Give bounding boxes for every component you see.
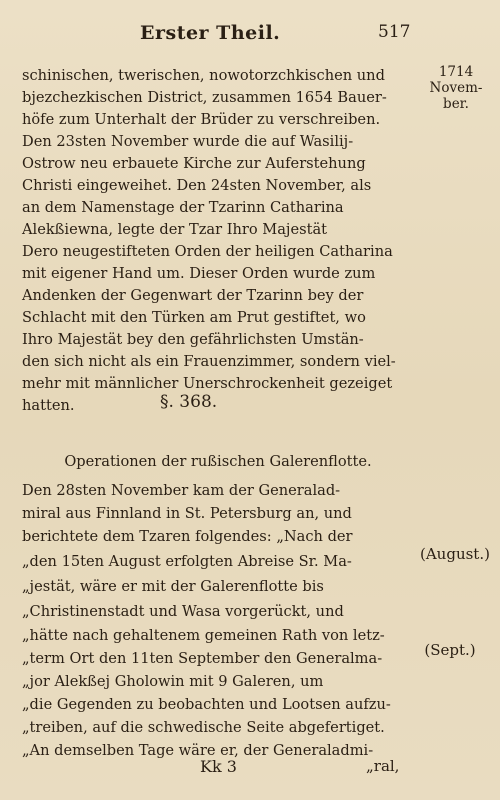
- text-line: Den 28sten November kam der Generalad-: [22, 482, 341, 499]
- text-line: an dem Namenstage der Tzarinn Catharina: [22, 199, 344, 216]
- margin-note-sept: (Sept.): [424, 641, 476, 659]
- text-line: Andenken der Gegenwart der Tzarinn bey der: [22, 287, 364, 304]
- text-line: „die Gegenden zu beobachten und Lootsen aufzu-: [22, 696, 391, 713]
- section-number: §. 368.: [160, 392, 218, 412]
- text-line: mit eigener Hand um. Dieser Orden wurde zum: [22, 265, 376, 282]
- running-head: Erster Theil.: [140, 22, 281, 44]
- text-line: höfe zum Unterhalt der Brüder zu verschreiben.: [22, 111, 381, 128]
- text-line: „hätte nach gehaltenem gemeinen Rath von letz-: [22, 627, 385, 644]
- text-line: Ihro Majestät bey den gefährlichsten Umstän-: [22, 331, 364, 348]
- text-line: berichtete dem Tzaren folgendes: „Nach der: [22, 528, 353, 545]
- margin-month-part2: ber.: [443, 96, 469, 112]
- page-number: 517: [378, 22, 411, 42]
- text-line: „treiben, auf die schwedische Seite abgefertiget.: [22, 719, 385, 736]
- text-line: „term Ort den 11ten September den Generalma-: [22, 650, 383, 667]
- text-line: hatten.: [22, 397, 75, 414]
- text-line: Christi eingeweihet. Den 24sten November, als: [22, 177, 372, 194]
- text-line: „Christinenstadt und Wasa vorgerückt, und: [22, 603, 344, 620]
- text-line: den sich nicht als ein Frauenzimmer, sondern viel-: [22, 353, 396, 370]
- text-line: schinischen, twerischen, nowotorzchkischen und: [22, 67, 385, 84]
- text-line: „An demselben Tage wäre er, der Generaladmi-: [22, 742, 374, 759]
- signature-mark: Kk 3: [200, 757, 237, 776]
- text-line: Dero neugestifteten Orden der heiligen Catharina: [22, 243, 393, 260]
- text-line: miral aus Finnland in St. Petersburg an, und: [22, 505, 352, 522]
- margin-note-date: [426, 64, 486, 112]
- margin-note-august: (August.): [420, 545, 490, 563]
- margin-year: 1714: [438, 64, 474, 80]
- text-line: Den 23sten November wurde die auf Wasilij-: [22, 133, 354, 150]
- text-line: Schlacht mit den Türken am Prut gestiftet, wo: [22, 309, 366, 326]
- text-line: Ostrow neu erbauete Kirche zur Auferstehung: [22, 155, 366, 172]
- margin-month-part1: Novem-: [429, 80, 483, 96]
- text-line: bjezchezkischen District, zusammen 1654 Bauer-: [22, 89, 387, 106]
- page-header: [0, 22, 500, 48]
- text-line: Alekßiewna, legte der Tzar Ihro Majestät: [22, 221, 328, 238]
- catchword: „ral,: [366, 757, 400, 775]
- section-heading: Operationen der rußischen Galerenflotte.: [64, 453, 372, 470]
- text-line: mehr mit männlicher Unerschrockenheit gezeiget: [22, 375, 393, 392]
- text-line: „jor Alekßej Gholowin mit 9 Galeren, um: [22, 673, 324, 690]
- text-line: „den 15ten August erfolgten Abreise Sr. Ma-: [22, 553, 352, 570]
- text-line: „jestät, wäre er mit der Galerenflotte bis: [22, 578, 324, 595]
